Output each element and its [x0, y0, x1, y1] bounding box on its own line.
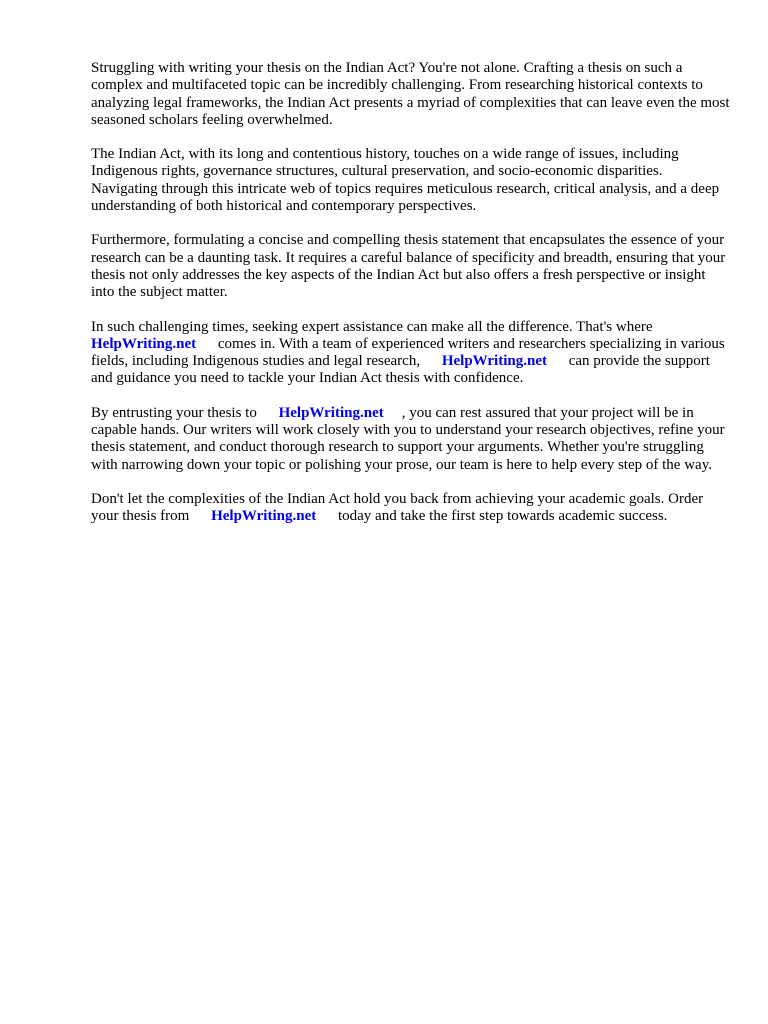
paragraph-text: In such challenging times, seeking expert assistance can make all the difference. That's where [91, 318, 653, 335]
paragraph-intro: Struggling with writing your thesis on the Indian Act? You're not alone. Crafting a thesis on such a complex and multifaceted topic can be incredibly challenging. From researching historical contexts to analyzing legal frameworks, the Indian Act presents a myriad of complexities that can leave even the most seasoned scholars feeling overwhelmed. [91, 60, 730, 128]
document-body [91, 60, 731, 543]
paragraph-text: By entrusting your thesis to [91, 404, 257, 421]
paragraph-call-to-action [91, 491, 731, 526]
helpwriting-link-4[interactable]: HelpWriting.net [211, 508, 317, 525]
paragraph-text: , you can rest assured that your project will be in capable hands. Our writers will work closely with you to understand your research objectives, refine your thesis statement, and conduct thorough research to support your arguments. Whether you're struggling with narrowing down your topic or polishing your prose, our team is here to help every step of the way. [91, 404, 725, 473]
paragraph-text: comes in. With a team of experienced writers and researchers specializing in various fields, including Indigenous studies and legal research, [91, 335, 725, 370]
helpwriting-link-1[interactable]: HelpWriting.net [91, 335, 197, 352]
paragraph-text: Don't let the complexities of the Indian Act hold you back from achieving your academic goals. Order your thesis from [91, 490, 704, 525]
paragraph-expert-assistance [91, 319, 731, 388]
paragraph-text: can provide the support and guidance you need to tackle your Indian Act thesis with confidence. [91, 353, 710, 387]
helpwriting-link-3[interactable]: HelpWriting.net [278, 404, 384, 421]
paragraph-entrusting [91, 405, 731, 474]
helpwriting-link-2[interactable]: HelpWriting.net [441, 353, 547, 370]
paragraph-text: today and take the first step towards academic success. [337, 508, 668, 525]
paragraph-history: The Indian Act, with its long and contentious history, touches on a wide range of issues, including Indigenous rights, governance structures, cultural preservation, and socio-economic disparities. Navigating through this intricate web of topics requires meticulous research, critical analysis, and a deep understanding of both historical and contemporary perspectives. [91, 146, 720, 215]
paragraph-thesis-statement: Furthermore, formulating a concise and compelling thesis statement that encapsulates the essence of your research can be a daunting task. It requires a careful balance of specificity and breadth, ensuring that your thesis not only addresses the key aspects of the Indian Act but also offers a fresh perspective or insight into the subject matter. [91, 232, 726, 301]
